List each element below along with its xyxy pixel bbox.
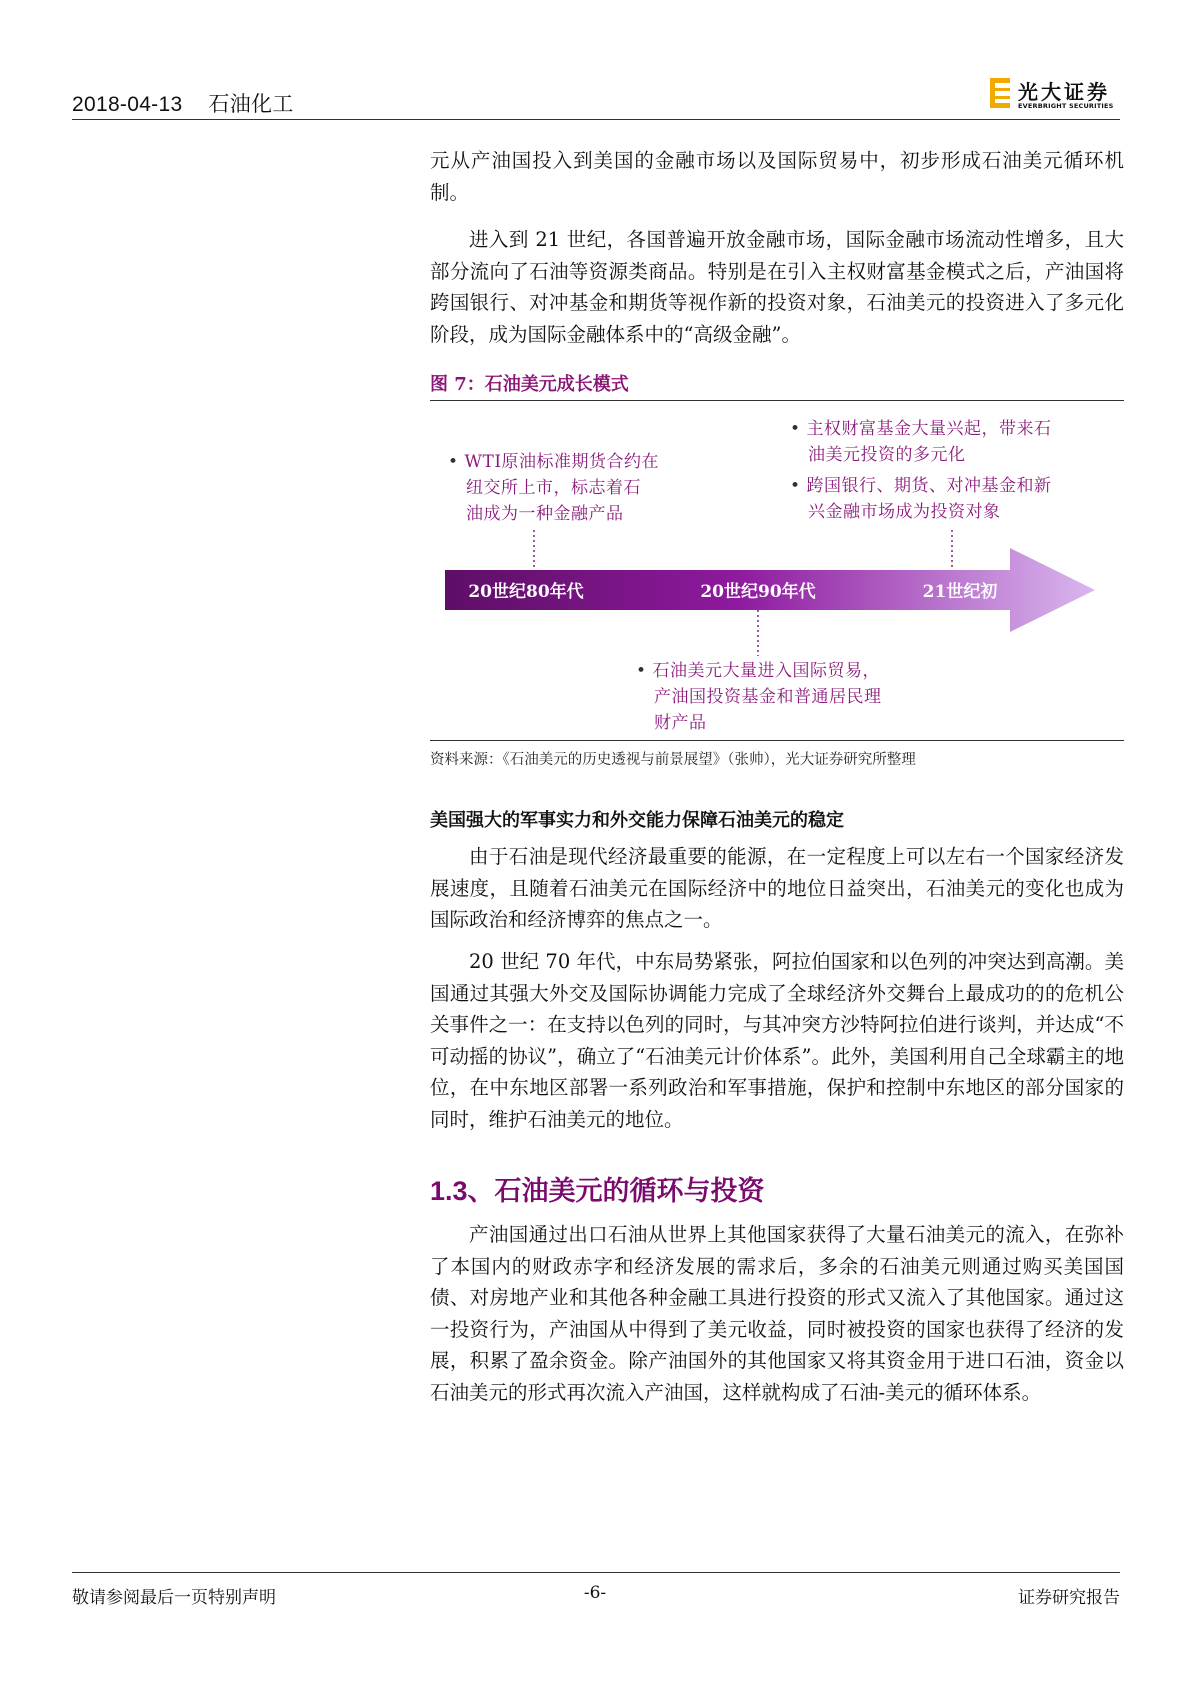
timeline-note-80s: • WTI原油标准期货合约在 纽交所上市，标志着石 油成为一种金融产品 xyxy=(448,452,660,524)
timeline-note-90s: • 石油美元大量进入国际贸易， 产油国投资基金和普通居民理 财产品 xyxy=(636,661,882,733)
figure-bottom-rule xyxy=(430,740,1124,741)
header-rule xyxy=(72,119,1120,120)
timeline-note-21c-1: • 主权财富基金大量兴起，带来石 油美元投资的多元化 xyxy=(790,419,1052,465)
everbright-logo-icon xyxy=(990,78,1010,108)
paragraph-military-1: 由于石油是现代经济最重要的能源，在一定程度上可以左右一个国家经济发展速度，且随着石油美元在国际经济中的地位日益突出，石油美元的变化也成为国际政治和经济博弈的焦点之一。 xyxy=(430,845,1124,931)
figure-top-rule xyxy=(430,400,1124,401)
footer-disclaimer: 敬请参阅最后一页特别声明 xyxy=(72,1588,276,1608)
paragraph-top-2: 进入到 21 世纪，各国普遍开放金融市场，国际金融市场流动性增多，且大部分流向了石油等资源类商品。特别是在引入主权财富基金模式之后，产油国将跨国银行、对冲基金和期货等视作新的投资对象，石油美元的投资进入了多元化阶段，成为国际金融体系中的“高级金融”。 xyxy=(430,228,1124,346)
report-header xyxy=(72,88,294,118)
paragraph-military-2: 20 世纪 70 年代，中东局势紧张，阿拉伯国家和以色列的冲突达到高潮。美国通过其强大外交及国际协调能力完成了全球经济外交舞台上最成功的的危机公关事件之一：在支持以色列的同时，与其冲突方沙特阿拉伯进行谈判，并达成“不可动摇的协议”，确立了“石油美元计价体系”。此外，美国利用自己全球霸主的地位，在中东地区部署一系列政治和军事措施，保护和控制中东地区的部分国家的同时，维护石油美元的地位。 xyxy=(430,950,1124,1131)
report-industry: 石油化工 xyxy=(208,93,294,116)
bullet-icon: • xyxy=(790,476,801,496)
paragraph-top-1: 元从产油国投入到美国的金融市场以及国际贸易中，初步形成石油美元循环机制。 xyxy=(430,149,1124,204)
timeline-note-21c-2: • 跨国银行、期货、对冲基金和新 兴金融市场成为投资对象 xyxy=(790,476,1052,522)
footer-report-type: 证券研究报告 xyxy=(1018,1588,1120,1608)
paragraph-section-13: 产油国通过出口石油从世界上其他国家获得了大量石油美元的流入，在弥补了本国内的财政赤字和经济发展的需求后，多余的石油美元则通过购买美国国债、对房地产业和其他各种金融工具进行投资的形式又流入了其他国家。通过这一投资行为，产油国从中得到了美元收益，同时被投资的国家也获得了经济的发展，积累了盈余资金。除产油国外的其他国家又将其资金用于进口石油，资金以石油美元的形式再次流入产油国，这样就构成了石油-美元的循环体系。 xyxy=(430,1223,1124,1404)
logo-english-name: EVERBRIGHT SECURITIES xyxy=(1018,102,1114,110)
bullet-icon: • xyxy=(448,452,459,472)
arrow-label-80s: 20世纪80年代 xyxy=(468,582,584,602)
section-subheading: 美国强大的军事实力和外交能力保障石油美元的稳定 xyxy=(430,810,844,831)
report-date: 2018-04-13 xyxy=(72,93,183,116)
bullet-icon: • xyxy=(790,419,801,439)
bullet-icon: • xyxy=(636,661,647,681)
logo-chinese-name: 光大证券 xyxy=(1018,80,1110,104)
section-title xyxy=(430,1169,765,1208)
section-number: 1.3、 xyxy=(430,1176,495,1206)
arrow-label-90s: 20世纪90年代 xyxy=(700,582,816,602)
section-title-text: 石油美元的循环与投资 xyxy=(494,1176,765,1207)
company-logo xyxy=(990,76,1122,116)
figure-title: 图 7：石油美元成长模式 xyxy=(430,374,629,395)
footer-rule xyxy=(72,1572,1120,1573)
figure-source: 资料来源：《石油美元的历史透视与前景展望》（张帅），光大证券研究所整理 xyxy=(430,752,916,768)
arrow-label-21c: 21世纪初 xyxy=(922,582,998,602)
page-number: -6- xyxy=(583,1583,607,1603)
